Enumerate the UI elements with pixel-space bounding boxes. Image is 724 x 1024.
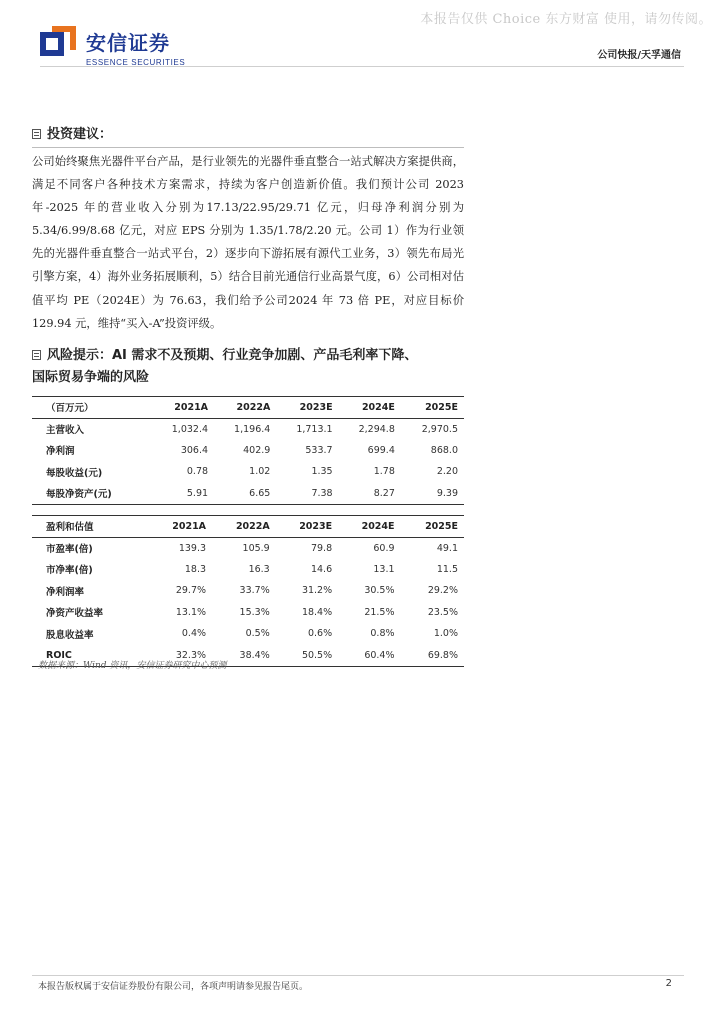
table-cell: 60.9	[373, 542, 395, 554]
table-cell: 11.5	[436, 563, 458, 575]
row-label: 净利润	[46, 446, 75, 458]
row-label: 股息收益率	[46, 629, 94, 641]
column-header: 2024E	[361, 520, 395, 532]
table-cell: 50.5%	[301, 649, 333, 661]
table-row	[32, 580, 464, 602]
table-cell: 0.8%	[370, 628, 395, 640]
table-cell: 33.7%	[239, 585, 270, 597]
investment-title-rule	[32, 147, 464, 148]
table-cell: 1,196.4	[234, 423, 271, 435]
column-header: 2025E	[425, 401, 458, 413]
table-cell: 0.5%	[245, 628, 270, 640]
table-row	[32, 559, 464, 581]
row-label: 净利润率	[46, 586, 85, 598]
column-header: 盈利和估值	[46, 522, 94, 534]
footer-divider	[32, 975, 684, 976]
page-number: 2	[665, 978, 672, 989]
table-cell: 60.4%	[364, 649, 395, 661]
table-cell: 29.7%	[175, 585, 207, 597]
watermark-text: 本报告仅供 Choice 东方财富 使用，请勿传阅。	[420, 12, 712, 27]
column-header: 2023E	[299, 520, 333, 532]
logo-chinese: 安信证券	[86, 31, 170, 55]
data-source-note: 数据来源：Wind 资讯，安信证券研究中心预测	[38, 661, 227, 671]
table-row	[32, 483, 464, 505]
column-header: 2022A	[236, 401, 271, 413]
table-row	[32, 537, 464, 559]
table-cell: 7.38	[311, 487, 333, 499]
table-cell: 0.4%	[181, 628, 207, 640]
table-cell: 699.4	[367, 444, 395, 456]
column-header: 2022A	[235, 520, 270, 532]
table-cell: 14.6	[310, 563, 333, 575]
list-icon	[32, 129, 41, 139]
table-cell: 23.5%	[427, 606, 458, 618]
table-cell: 533.7	[305, 444, 333, 456]
table-cell: 105.9	[242, 542, 270, 554]
header-divider	[40, 66, 684, 67]
table-cell: 49.1	[436, 542, 458, 554]
table-cell: 31.2%	[301, 585, 333, 597]
table-cell: 30.5%	[364, 585, 395, 597]
table-cell: 402.9	[243, 444, 271, 456]
table-cell: 5.91	[186, 487, 209, 499]
column-header: 2021A	[172, 520, 207, 532]
company-logo	[40, 26, 76, 62]
row-label: 市净率(倍)	[46, 565, 93, 577]
table-row	[32, 623, 464, 645]
table-cell: 69.8%	[427, 649, 458, 661]
column-header: 2024E	[361, 401, 395, 413]
table-cell: 1.02	[249, 466, 271, 478]
column-header: （百万元）	[46, 403, 94, 415]
table-cell: 18.4%	[301, 606, 333, 618]
risk-title	[32, 345, 417, 389]
table-cell: 1.35	[311, 466, 333, 478]
valuation-table	[32, 515, 464, 667]
table-cell: 1,032.4	[171, 423, 209, 435]
row-label: 净资产收益率	[46, 608, 104, 620]
table-cell: 1.0%	[433, 628, 458, 640]
table-cell: 18.3	[184, 563, 207, 575]
table-row	[32, 418, 464, 440]
table-cell: 2,970.5	[421, 423, 458, 435]
table-cell: 32.3%	[175, 649, 207, 661]
table-cell: 1,713.1	[296, 423, 333, 435]
column-header: 2023E	[299, 401, 333, 413]
table-cell: 0.78	[186, 466, 209, 478]
table-row	[32, 602, 464, 624]
table-cell: 15.3%	[239, 606, 270, 618]
table-cell: 21.5%	[364, 606, 395, 618]
footer-disclaimer: 本报告版权属于安信证券股份有限公司，各项声明请参见报告尾页。	[38, 982, 309, 992]
table-cell: 868.0	[430, 444, 458, 456]
column-header: 2021A	[174, 401, 209, 413]
table-cell: 38.4%	[239, 649, 270, 661]
table-cell: 0.6%	[307, 628, 333, 640]
table-cell: 16.3	[248, 563, 270, 575]
list-icon	[32, 350, 41, 360]
table-cell: 2.20	[436, 466, 458, 478]
table-cell: 13.1%	[175, 606, 207, 618]
table-header-row	[32, 516, 464, 538]
investment-paragraph: 公司始终聚焦光器件平台产品，是行业领先的光器件垂直整合一站式解决方案提供商，满足不同客户各种技术方案需求，持续为客户创造新价值。我们预计公司 2023 年-2025 年的营业收入分别为17.13/22.95/29.71 亿元，归母净利润分别为 5.34/6.99/8.68 亿元，对应 EPS 分别为 1.35/1.78/2.20 元。公司 1）作为行业领先的光器件垂直整合一站式平台，2）逐步向下游拓展有源代工业务，3）领先布局光引擎方案，4）海外业务拓展顺利，5）结合目前光通信行业高景气度，6）公司相对估值平均 PE（2024E）为 76.63，我们给予公司2024 年 73 倍 PE，对应目标价 129.94 元，维持“买入-A”投资评级。	[32, 155, 464, 330]
report-type: 公司快报/天孚通信	[597, 50, 681, 61]
column-header: 2025E	[425, 520, 458, 532]
table-cell: 13.1	[373, 563, 395, 575]
table-row	[32, 440, 464, 462]
table-row	[32, 461, 464, 483]
row-label: 市盈率(倍)	[46, 544, 93, 555]
table-cell: 139.3	[178, 542, 207, 554]
table-cell: 1.78	[373, 466, 395, 478]
row-label: ROIC	[46, 649, 72, 661]
investment-title-text: 投资建议：	[47, 127, 113, 142]
table-cell: 8.27	[373, 487, 395, 499]
logo-english: ESSENCE SECURITIES	[86, 58, 186, 67]
investment-title	[32, 124, 112, 146]
row-label: 主营收入	[46, 425, 85, 436]
logo-wordmark	[86, 27, 185, 67]
table-cell: 2,294.8	[358, 423, 395, 435]
table-cell: 6.65	[249, 487, 271, 499]
risk-title-line2: 国际贸易争端的风险	[32, 370, 150, 385]
row-label: 每股净资产(元)	[46, 489, 112, 500]
table-cell: 306.4	[180, 444, 209, 456]
risk-title-line1: 风险提示：AI 需求不及预期、行业竞争加剧、产品毛利率下降、	[47, 348, 418, 363]
table-cell: 79.8	[310, 542, 333, 554]
table-cell: 29.2%	[427, 585, 458, 597]
table-header-row	[32, 397, 464, 419]
row-label: 每股收益(元)	[46, 467, 103, 479]
table-cell: 9.39	[436, 487, 458, 499]
financial-summary-table	[32, 396, 464, 505]
